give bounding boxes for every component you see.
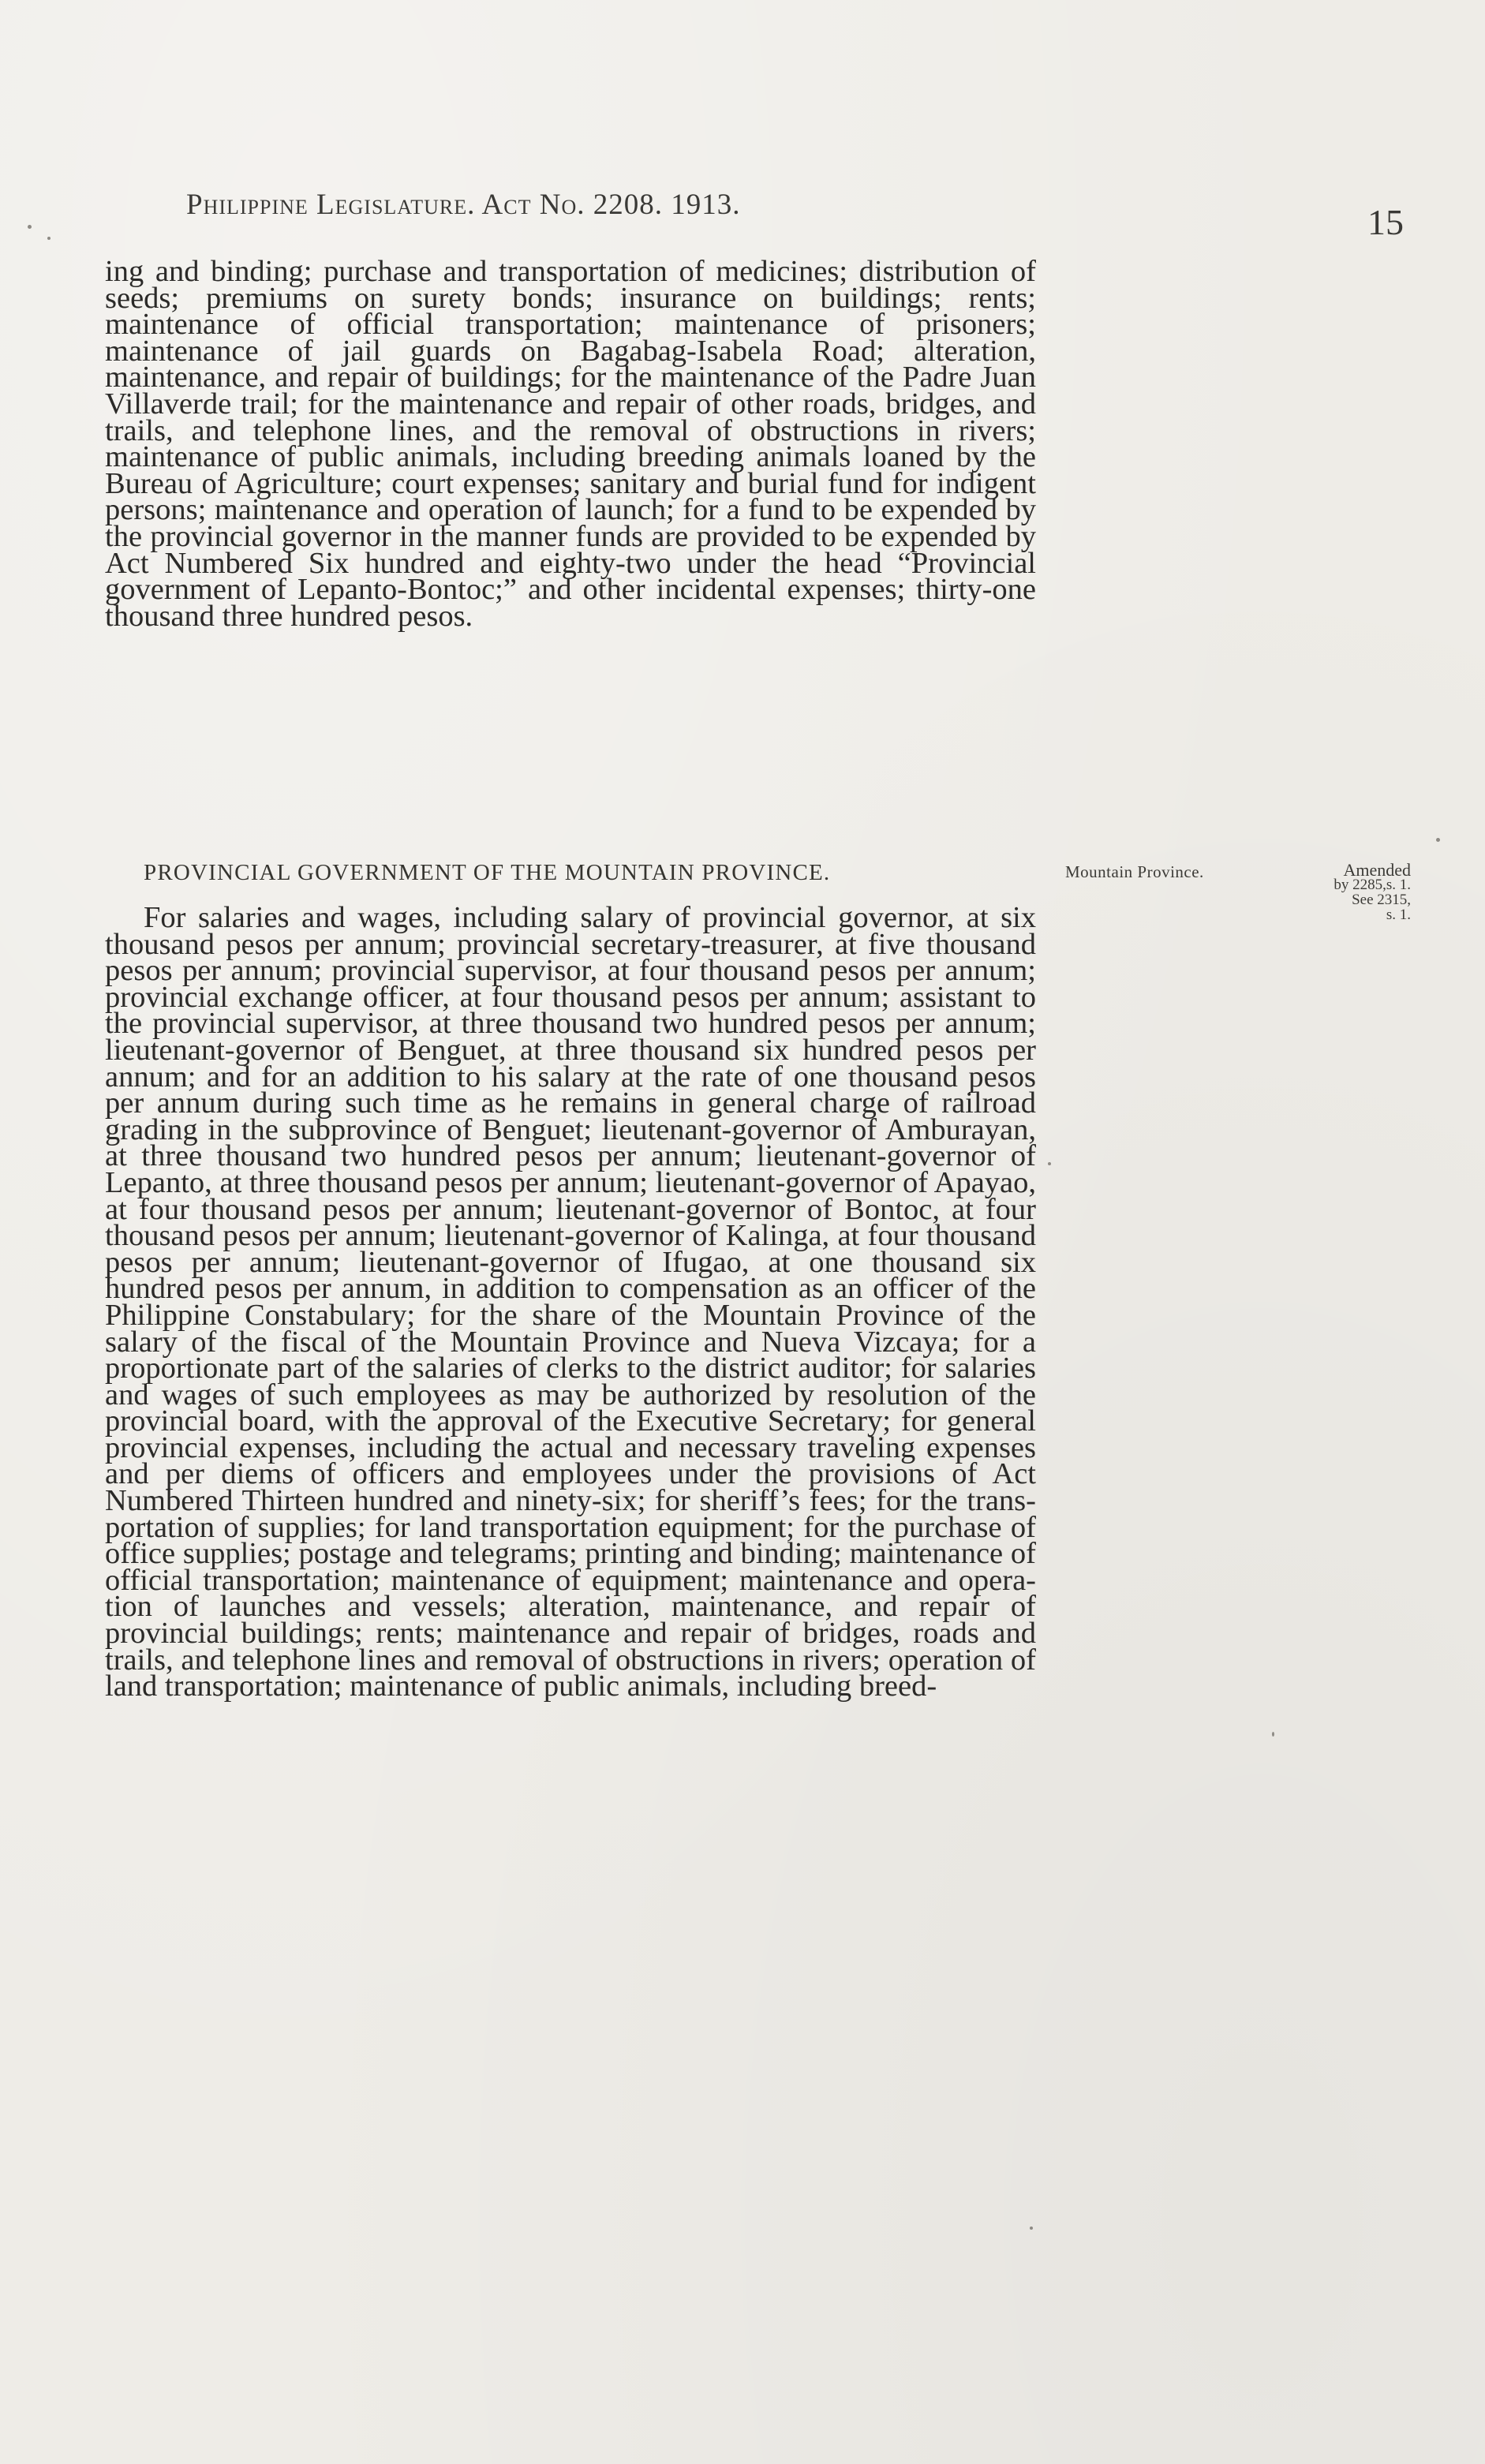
scan-speck — [1048, 1162, 1051, 1165]
section-heading: PROVINCIAL GOVERNMENT OF THE MOUNTAIN PROVINCE. — [144, 860, 831, 885]
amendment-line-1: by 2285,s. 1. — [1334, 877, 1411, 893]
paragraph-mountain-province: For salaries and wages, including salary of provincial governor, at six thousand pesos per annum; provincial secretary-treasurer, at five thousand pesos per annum; provincial supervisor, at four thousand pesos per annum; provincial exchange officer, at four thousand pesos per annum; assistant to the provincial supervisor, at three thousand two hundred pesos per annum; lieutenant-governor of Benguet, at three thousand six hundred pesos per annum; and for an addition to his salary at the rate of one thousand pesos per annum during such time as he remains in general charge of railroad grading in the subprovince of Benguet; lieutenant-governor of Amburayan, at three thousand two hundred pesos per annum; lieutenant-governor of Lepanto, at three thousand pesos per annum; lieutenant-governor of Apayao, at four thousand pesos per annum; lieutenant-governor of Bontoc, at four thousand pesos per annum; lieutenant-governor of Kalinga, at four thousand pesos per annum; lieutenant-governor of Ifugao, at one thousand six hundred pesos per annum, in addition to compensation as an officer of the Philippine Constabulary; for the share of the Mountain Province of the salary of the fiscal of the Mountain Province and Nueva Vizcaya; for a proportionate part of the salaries of clerks to the district auditor; for salaries and wages of such employees as may be authorized by resolution of the provincial board, with the approval of the Executive Secretary; for general provincial expenses, including the actual and necessary traveling expenses and per diems of officers and employees under the provisions of Act Numbered Thirteen hundred and ninety-six; for sheriff’s fees; for the transportation of supplies; for land transportation equipment; for the purchase of office supplies; postage and telegrams; printing and binding; maintenance of official transportation; maintenance of equipment; maintenance and operation of launches and vessels; alteration, maintenance, and repair of provincial buildings; rents; maintenance and repair of bridges, roads and trails, and telephone lines and removal of obstructions in rivers; operation of land transportation; maintenance of public animals, including breed- — [105, 901, 1036, 1703]
scan-speck — [47, 237, 50, 240]
amendment-line-2: See 2315, — [1352, 892, 1411, 908]
page-number: 15 — [1367, 202, 1404, 242]
running-head: Philippine Legislature. Act No. 2208. 1913. — [186, 189, 741, 221]
paragraph-continued: ing and binding; purchase and transportation of medicines; distribution of seeds; premiums on surety bonds; insurance on buildings; rents; maintenance of official transportation; maintenance of prisoners; maintenance of jail guards on Bagabag-Isabela Road; alteration, maintenance, and repair of buildings; for the maintenance of the Padre Juan Villaverde trail; for the maintenance and repair of other roads, bridges, and trails, and telephone lines, and the removal of obstructions in rivers; maintenance of public animals, including breeding animals loaned by the Bureau of Agriculture; court expenses; sanitary and burial fund for indigent persons; maintenance and operation of launch; for a fund to be expended by the provincial governor in the manner funds are provided to be expended by Act Numbered Six hundred and eighty-two under the head “Provincial government of Lepanto-Bontoc;” and other incidental expenses; thirty-one thousand three hundred pesos. — [105, 255, 1036, 633]
amendment-title: Amended — [1343, 860, 1411, 880]
margin-note-subject: Mountain Province. — [1065, 862, 1204, 881]
margin-note-amendment — [1277, 862, 1411, 922]
scan-speck — [28, 225, 32, 229]
scan-speck — [1436, 838, 1440, 842]
scan-speck — [1030, 2227, 1033, 2230]
scan-speck — [1272, 1732, 1274, 1737]
amendment-line-3: s. 1. — [1386, 907, 1411, 923]
